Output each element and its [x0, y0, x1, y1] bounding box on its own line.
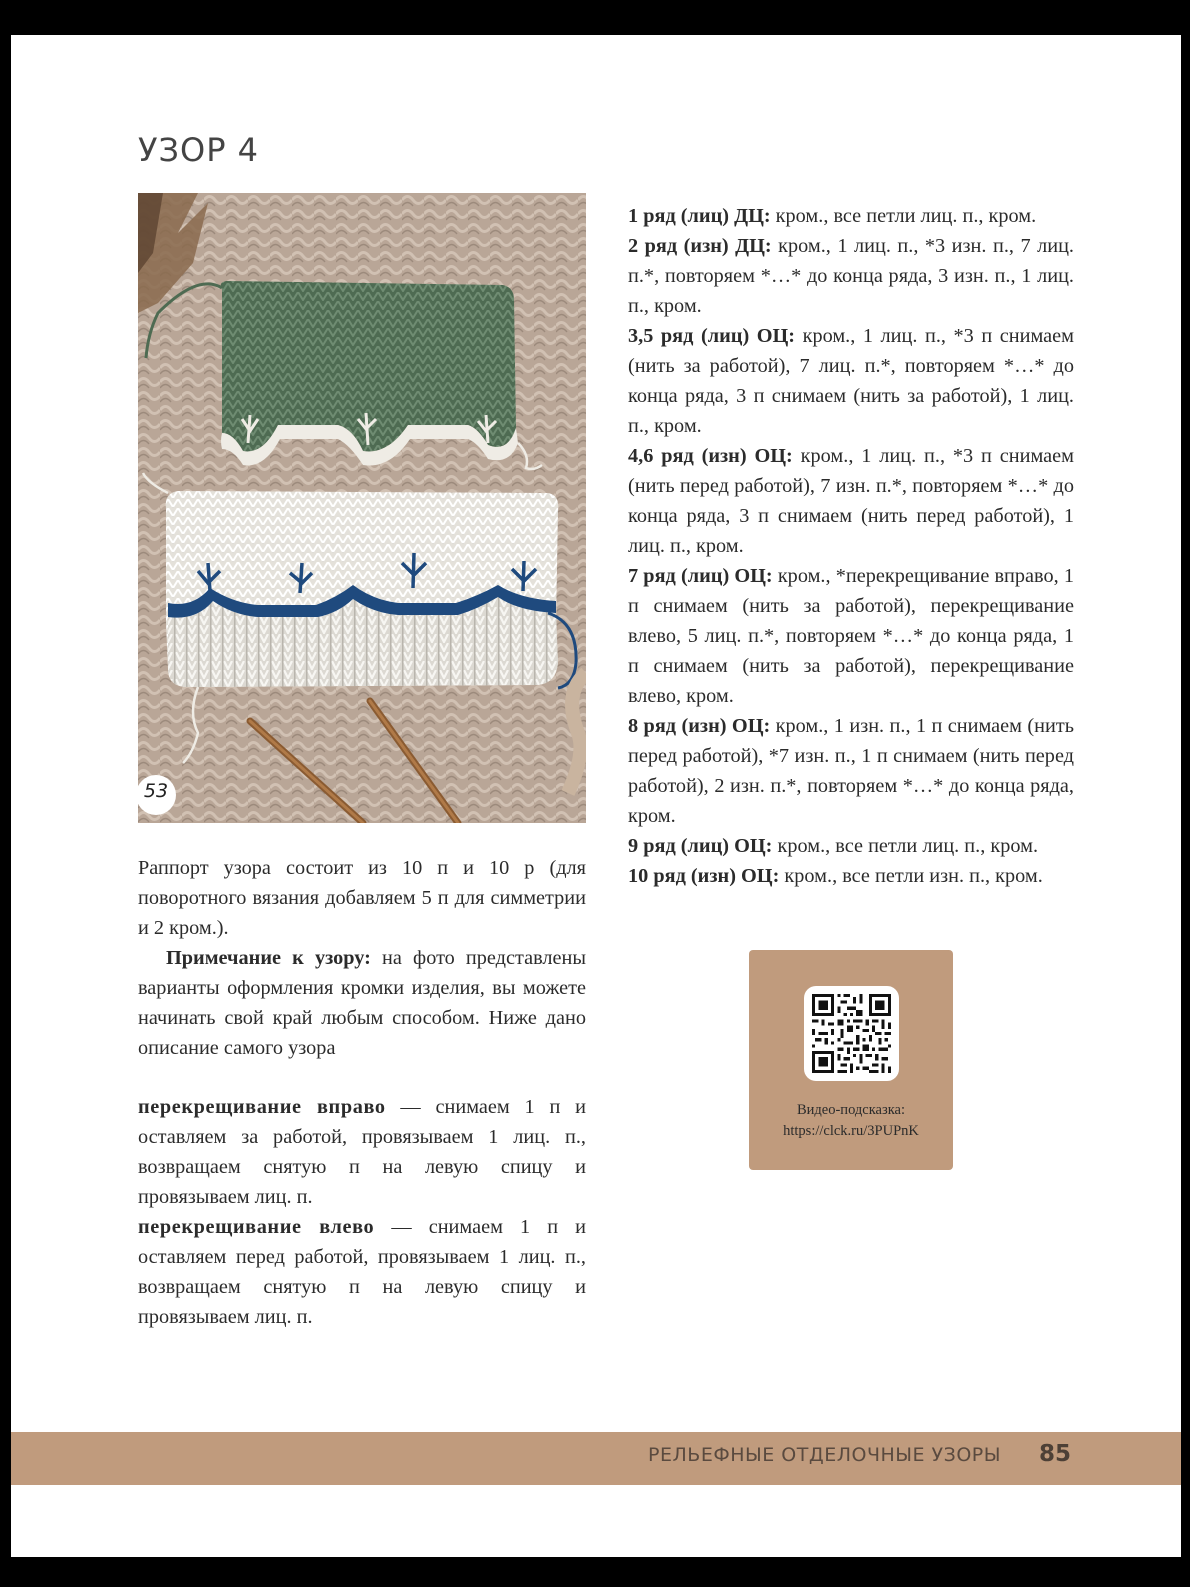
row-text: кром., все петли изн. п., кром. — [779, 865, 1043, 887]
row-label: 1 ряд (лиц) ДЦ: — [628, 205, 771, 227]
row-text: кром., 1 лиц. п., *3 изн. п., 7 лиц. п.*, повторяем *…* до конца ряда, 3 изн. п., 1 лиц. п., кром. — [628, 235, 1074, 317]
row-text: кром., все петли лиц. п., кром. — [770, 205, 1037, 227]
row-text: кром., все петли лиц. п., кром. — [772, 835, 1039, 857]
row-instruction — [628, 201, 1074, 231]
definition-item — [138, 1092, 586, 1212]
knitted-swatches-illustration — [138, 193, 586, 823]
row-instruction — [628, 321, 1074, 441]
pattern-note-label: Примечание к узору: — [166, 947, 371, 969]
footer-page-number: 85 — [1038, 1441, 1071, 1467]
row-instructions — [628, 201, 1074, 891]
definition-text: — снимаем 1 п и оставляем перед работой, провязываем 1 лиц. п., возвращаем снятую п на левую спицу и провязываем лиц. п. — [138, 1216, 586, 1328]
definition-term: перекрещивание влево — [138, 1216, 375, 1238]
row-label: 4,6 ряд (изн) ОЦ: — [628, 445, 793, 467]
knitting-sample-photo — [138, 193, 586, 823]
row-instruction — [628, 561, 1074, 711]
row-instruction — [628, 711, 1074, 831]
video-hint-caption — [749, 1100, 953, 1142]
qr-code-icon — [812, 994, 891, 1073]
row-instruction — [628, 441, 1074, 561]
row-instruction — [628, 231, 1074, 321]
qr-code[interactable] — [804, 986, 899, 1081]
row-text: кром., *перекрещивание вправо, 1 п снимаем (нить за работой), перекрещивание влево, 5 лиц. п.*, повторяем *…* до конца ряда, 1 п снимаем (нить за работой), перекрещивание влево, кром. — [628, 565, 1074, 707]
definitions-list — [138, 1092, 586, 1332]
definition-item — [138, 1212, 586, 1332]
photo-badge-number: 53 — [143, 780, 169, 802]
row-text: кром., 1 лиц. п., *3 п снимаем (нить за работой), 7 лиц. п.*, повторяем *…* до конца ряда, 3 п снимаем (нить за работой), 1 лиц. п., кром. — [628, 325, 1074, 437]
row-instruction — [628, 831, 1074, 861]
pattern-note — [138, 943, 586, 1063]
row-text: кром., 1 изн. п., 1 п снимаем (нить перед работой), *7 изн. п., 1 п снимаем (нить перед работой), 2 изн. п.*, повторяем *…* до конца ряда, кром. — [628, 715, 1074, 827]
video-hint-label: Видео-подсказка: — [796, 1102, 905, 1118]
page-footer — [11, 1432, 1181, 1485]
row-label: 7 ряд (лиц) ОЦ: — [628, 565, 773, 587]
definition-text: — снимаем 1 п и оставляем за работой, провязываем 1 лиц. п., возвращаем снятую п на левую спицу и провязываем лиц. п. — [138, 1096, 586, 1208]
row-instruction — [628, 861, 1074, 891]
video-hint-card — [749, 950, 953, 1170]
definition-term: перекрещивание вправо — [138, 1096, 386, 1118]
footer-section-title: РЕЛЬЕФНЫЕ ОТДЕЛОЧНЫЕ УЗОРЫ — [648, 1444, 1001, 1466]
pattern-repeat-intro: Раппорт узора состоит из 10 п и 10 р (для поворотного вязания добавляем 5 п для симметрии и 2 кром.). — [138, 857, 586, 939]
row-label: 8 ряд (изн) ОЦ: — [628, 715, 771, 737]
video-hint-link[interactable]: https://clck.ru/3PUPnK — [783, 1123, 919, 1139]
pattern-note-text: на фото представлены варианты оформления кромки изделия, вы можете начинать свой край любым способом. Ниже дано описание самого узора — [138, 947, 587, 1059]
row-text: кром., 1 лиц. п., *3 п снимаем (нить перед работой), 7 изн. п.*, повторяем *…* до конца ряда, 3 п снимаем (нить перед работой), 1 лиц. п., кром. — [628, 445, 1074, 557]
row-label: 2 ряд (изн) ДЦ: — [628, 235, 772, 257]
book-page — [11, 35, 1181, 1557]
pattern-title: УЗОР 4 — [138, 131, 260, 169]
row-label: 9 ряд (лиц) ОЦ: — [628, 835, 773, 857]
row-label: 10 ряд (изн) ОЦ: — [628, 865, 780, 887]
row-label: 3,5 ряд (лиц) ОЦ: — [628, 325, 796, 347]
